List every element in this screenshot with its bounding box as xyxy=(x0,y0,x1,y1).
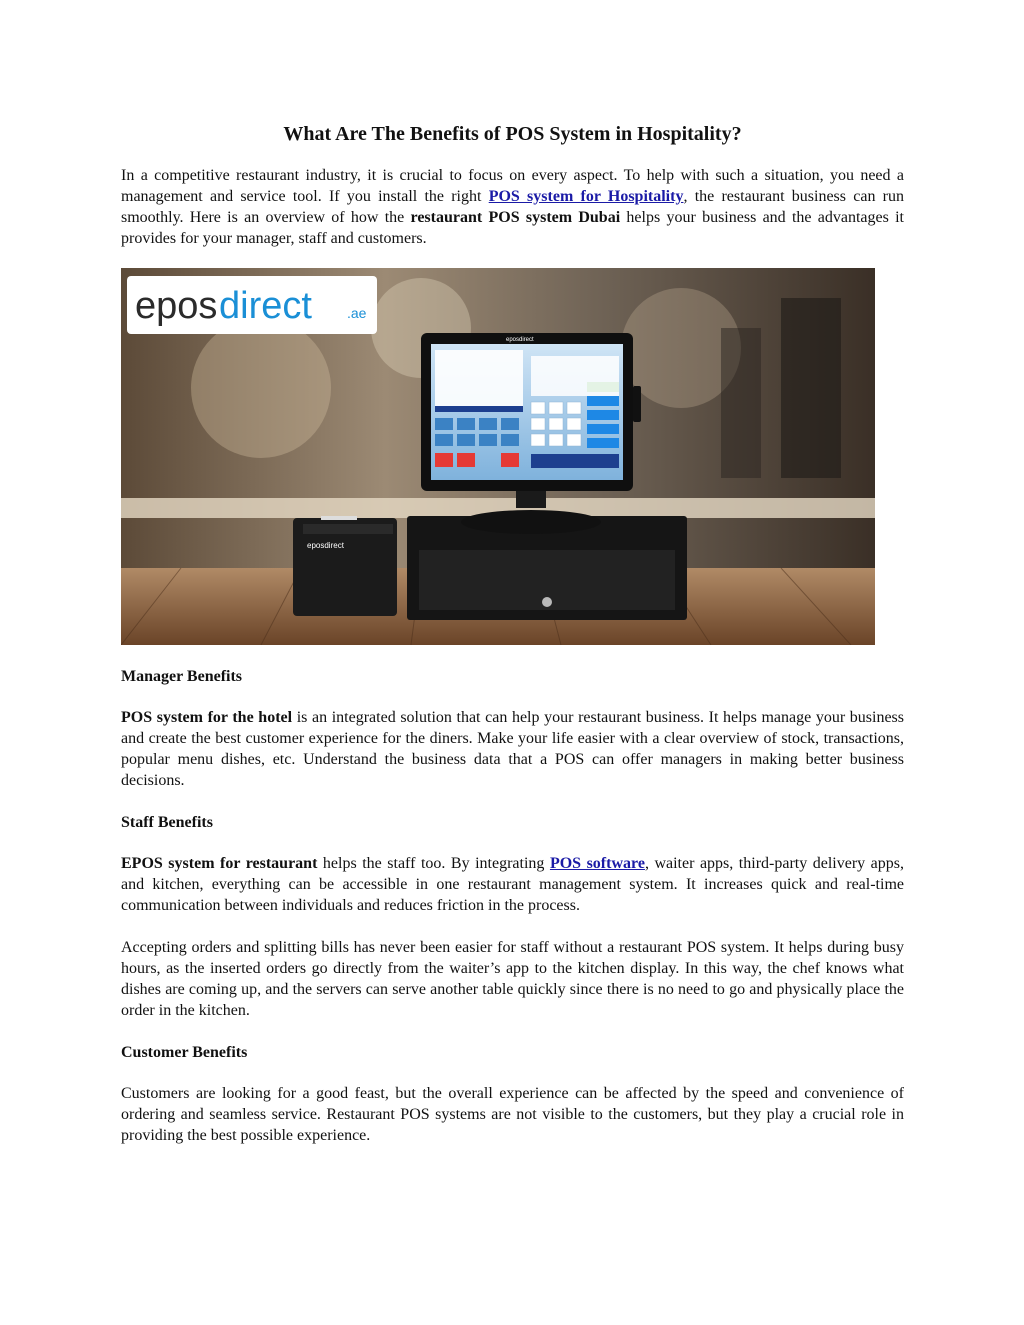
intro-text-2: , the restaurant business can run smoothly. Here is an overview of how the xyxy=(121,188,905,226)
manager-benefits-heading: Manager Benefits xyxy=(121,668,243,685)
page-title: What Are The Benefits of POS System in Hospitality? xyxy=(283,123,742,145)
logo-direct-text: direct xyxy=(219,285,312,327)
pos-hero-image xyxy=(121,268,875,645)
staff-paragraph-1 xyxy=(121,853,904,916)
intro-text-3: helps your business and the advantages it provides for your manager, staff and customers. xyxy=(121,209,904,247)
printer-brand-text: eposdirect xyxy=(307,541,344,550)
staff-benefits-heading: Staff Benefits xyxy=(121,814,213,831)
pos-system-hospitality-link[interactable]: POS system for Hospitality xyxy=(488,188,684,205)
manager-bold-text: POS system for the hotel xyxy=(121,709,293,726)
logo-epos-text: epos xyxy=(135,285,218,327)
customer-paragraph: Customers are looking for a good feast, but the overall experience can be affected by the speed and convenience of ordering and seamless service. Restaurant POS systems are not visible to the customers, but they play a crucial role in providing the best possible experience. xyxy=(121,1085,904,1144)
staff-bold-text: EPOS system for restaurant xyxy=(121,855,318,872)
logo-suffix-text: .ae xyxy=(347,305,367,321)
intro-text-1: In a competitive restaurant industry, it is crucial to focus on every aspect. To help with such a situation, you need a management and service tool. If you install the right xyxy=(121,167,904,205)
pos-software-link[interactable]: POS software xyxy=(549,855,645,872)
staff-text-2: , waiter apps, third-party delivery apps, and kitchen, everything can be accessible in one restaurant management system. It increases quick and real-time communication between individuals and reduces friction in the process. xyxy=(121,855,905,914)
staff-paragraph-2: Accepting orders and splitting bills has never been easier for staff without a restaurant POS system. It helps during busy hours, as the inserted orders go directly from the waiter’s app to the kitchen display. In this way, the chef knows what dishes are coming up, and the servers can serve another table quickly since there is no need to go and physically place the order in the kitchen. xyxy=(121,939,904,1019)
intro-paragraph xyxy=(121,165,904,249)
customer-benefits-heading: Customer Benefits xyxy=(121,1044,248,1061)
intro-bold-text: restaurant POS system Dubai xyxy=(410,209,621,226)
monitor-brand-text: eposdirect xyxy=(506,337,534,343)
manager-paragraph xyxy=(121,707,904,791)
pos-hero-illustration xyxy=(121,268,875,645)
staff-text-1: helps the staff too. By integrating xyxy=(317,855,550,872)
manager-text: is an integrated solution that can help your restaurant business. It helps manage your business and create the best customer experience for the diners. Make your life easier with a clear overview of stock, transactions, popular menu dishes, etc. Understand the business data that a POS can offer managers in making better business decisions. xyxy=(121,709,904,789)
